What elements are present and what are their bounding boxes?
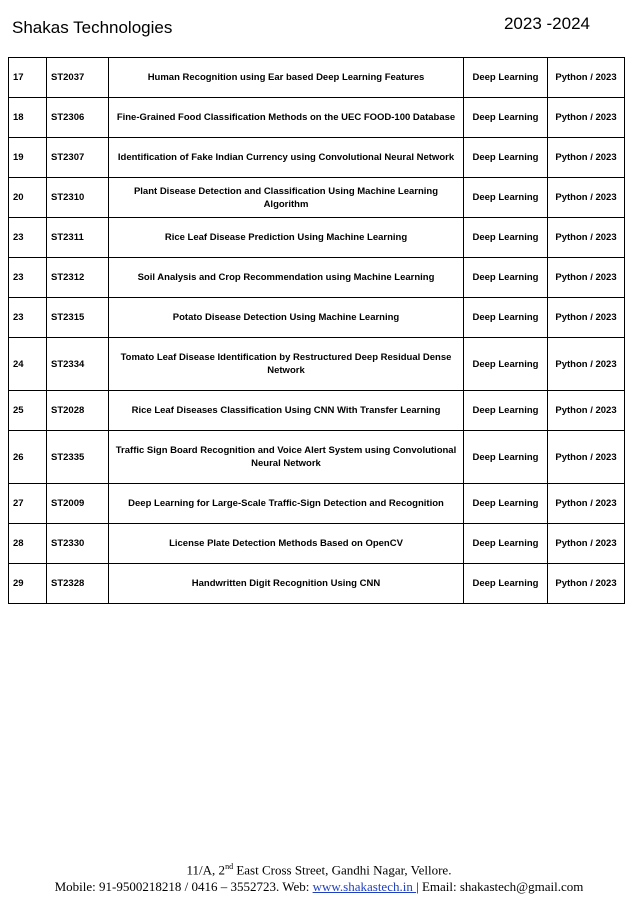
address-suffix: East Cross Street, Gandhi Nagar, Vellore. — [233, 862, 452, 878]
project-title: Tomato Leaf Disease Identification by Restructured Deep Residual Dense Network — [109, 338, 464, 391]
project-code: ST2310 — [47, 178, 109, 218]
project-language-year: Python / 2023 — [548, 524, 625, 564]
project-domain: Deep Learning — [464, 58, 548, 98]
project-language-year: Python / 2023 — [548, 138, 625, 178]
project-code: ST2028 — [47, 391, 109, 431]
contact-prefix: Mobile: 91-9500218218 / 0416 – 3552723. Web: — [54, 879, 313, 895]
serial-number: 26 — [9, 431, 47, 484]
project-domain: Deep Learning — [464, 564, 548, 604]
project-title: Traffic Sign Board Recognition and Voice Alert System using Convolutional Neural Network — [109, 431, 464, 484]
project-code: ST2009 — [47, 484, 109, 524]
project-code: ST2334 — [47, 338, 109, 391]
project-domain: Deep Learning — [464, 178, 548, 218]
website-link[interactable]: www.shakastech.in — [312, 879, 417, 895]
project-title: Plant Disease Detection and Classification Using Machine Learning Algorithm — [109, 178, 464, 218]
project-language-year: Python / 2023 — [548, 391, 625, 431]
project-title: Potato Disease Detection Using Machine Learning — [109, 298, 464, 338]
project-language-year: Python / 2023 — [548, 58, 625, 98]
project-domain: Deep Learning — [464, 258, 548, 298]
project-domain: Deep Learning — [464, 484, 548, 524]
project-title: Handwritten Digit Recognition Using CNN — [109, 564, 464, 604]
serial-number: 17 — [9, 58, 47, 98]
project-domain: Deep Learning — [464, 218, 548, 258]
table-row — [9, 258, 625, 298]
table-row — [9, 484, 625, 524]
project-language-year: Python / 2023 — [548, 431, 625, 484]
project-code: ST2307 — [47, 138, 109, 178]
footer-address — [0, 858, 638, 878]
project-code: ST2312 — [47, 258, 109, 298]
serial-number: 28 — [9, 524, 47, 564]
project-title: Fine-Grained Food Classification Methods on the UEC FOOD-100 Database — [109, 98, 464, 138]
project-title: Human Recognition using Ear based Deep Learning Features — [109, 58, 464, 98]
project-title: Identification of Fake Indian Currency using Convolutional Neural Network — [109, 138, 464, 178]
project-code: ST2306 — [47, 98, 109, 138]
table-row — [9, 58, 625, 98]
project-code: ST2037 — [47, 58, 109, 98]
project-title: License Plate Detection Methods Based on OpenCV — [109, 524, 464, 564]
footer-contact — [0, 878, 638, 895]
project-domain: Deep Learning — [464, 98, 548, 138]
serial-number: 23 — [9, 258, 47, 298]
serial-number: 18 — [9, 98, 47, 138]
address-prefix: 11/A, 2 — [186, 862, 226, 878]
project-table — [8, 57, 625, 604]
table-row — [9, 431, 625, 484]
table-row — [9, 564, 625, 604]
academic-year: 2023 -2024 — [503, 14, 590, 33]
table-row — [9, 218, 625, 258]
project-language-year: Python / 2023 — [548, 218, 625, 258]
serial-number: 20 — [9, 178, 47, 218]
project-language-year: Python / 2023 — [548, 258, 625, 298]
serial-number: 24 — [9, 338, 47, 391]
project-language-year: Python / 2023 — [548, 484, 625, 524]
project-domain: Deep Learning — [464, 431, 548, 484]
project-title: Soil Analysis and Crop Recommendation using Machine Learning — [109, 258, 464, 298]
project-code: ST2330 — [47, 524, 109, 564]
table-row — [9, 391, 625, 431]
serial-number: 27 — [9, 484, 47, 524]
table-row — [9, 138, 625, 178]
serial-number: 29 — [9, 564, 47, 604]
address-superscript: nd — [225, 862, 234, 871]
project-domain: Deep Learning — [464, 524, 548, 564]
serial-number: 25 — [9, 391, 47, 431]
table-row — [9, 178, 625, 218]
project-language-year: Python / 2023 — [548, 178, 625, 218]
project-code: ST2315 — [47, 298, 109, 338]
project-language-year: Python / 2023 — [548, 98, 625, 138]
project-language-year: Python / 2023 — [548, 338, 625, 391]
project-title: Rice Leaf Disease Prediction Using Machine Learning — [109, 218, 464, 258]
table-row — [9, 524, 625, 564]
table-row — [9, 338, 625, 391]
project-domain: Deep Learning — [464, 391, 548, 431]
project-language-year: Python / 2023 — [548, 564, 625, 604]
project-domain: Deep Learning — [464, 138, 548, 178]
project-domain: Deep Learning — [464, 298, 548, 338]
footer — [0, 858, 638, 895]
project-code: ST2328 — [47, 564, 109, 604]
project-code: ST2311 — [47, 218, 109, 258]
project-language-year: Python / 2023 — [548, 298, 625, 338]
table-row — [9, 298, 625, 338]
project-domain: Deep Learning — [464, 338, 548, 391]
project-title: Deep Learning for Large-Scale Traffic-Sign Detection and Recognition — [109, 484, 464, 524]
project-code: ST2335 — [47, 431, 109, 484]
serial-number: 19 — [9, 138, 47, 178]
contact-suffix: | Email: shakastech@gmail.com — [416, 879, 584, 895]
serial-number: 23 — [9, 218, 47, 258]
company-name: Shakas Technologies — [12, 18, 173, 37]
serial-number: 23 — [9, 298, 47, 338]
table-row — [9, 98, 625, 138]
project-title: Rice Leaf Diseases Classification Using CNN With Transfer Learning — [109, 391, 464, 431]
